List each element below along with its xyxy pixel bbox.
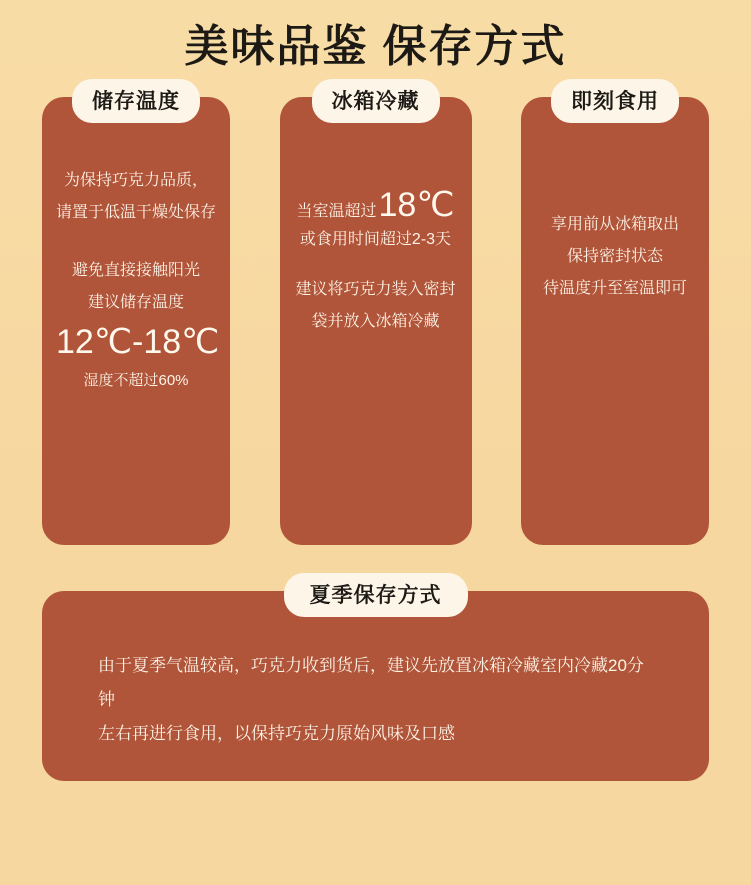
refrigerate-line-4: 袋并放入冰箱冷藏 [311,313,440,331]
page-header [0,0,751,75]
storage-temp-line-2: 请置于低温干燥处保存 [56,204,217,222]
storage-temp-line-3: 避免直接接触阳光 [71,262,200,280]
immediate-line-1: 享用前从冰箱取出 [550,216,679,234]
refrigerate-line-3: 建议将巧克力装入密封 [295,281,456,299]
storage-temp-line-1: 为保持巧克力品质， [63,172,208,190]
summer-storage-line-2: 左右再进行食用，以保持巧克力原始风味及口感 [98,724,455,744]
card-immediate-consumption [521,90,709,545]
refrigerate-line-2: 或食用时间超过2-3天 [299,231,452,249]
page-title-part2: 保存方式 [382,22,567,71]
storage-cards-row [0,90,751,545]
card-tag-refrigerate: 冰箱冷藏 [312,79,440,123]
card-body-refrigerate [294,141,458,340]
card-storage-temperature [42,90,230,545]
card-tag-summer-storage: 夏季保存方式 [284,573,468,617]
page-title-part1: 美味品鉴 [184,22,369,71]
storage-temp-humidity-note: 湿度不超过60% [83,371,189,389]
immediate-line-3: 待温度升至室温即可 [542,280,687,298]
card-body-storage-temperature [56,141,220,394]
storage-temp-range-value: 12℃-18℃ [56,323,220,362]
card-tag-immediate-consumption: 即刻食用 [551,79,679,123]
immediate-line-2: 保持密封状态 [566,248,663,266]
refrigerate-temp-row [294,185,458,226]
page-title [185,18,567,75]
storage-temp-line-4: 建议储存温度 [87,294,184,312]
refrigerate-temperature-value: 18℃ [378,186,455,225]
summer-storage-line-1: 由于夏季气温较高，巧克力收到货后，建议先放置冰箱冷藏室内冷藏20分钟 [98,656,644,710]
card-body-immediate-consumption [535,141,695,307]
card-summer-storage [42,584,709,781]
card-tag-storage-temperature: 储存温度 [72,79,200,123]
summer-storage-section [0,584,751,781]
refrigerate-line-1-prefix: 当室温超过 [296,203,377,221]
card-refrigerate [280,90,472,545]
